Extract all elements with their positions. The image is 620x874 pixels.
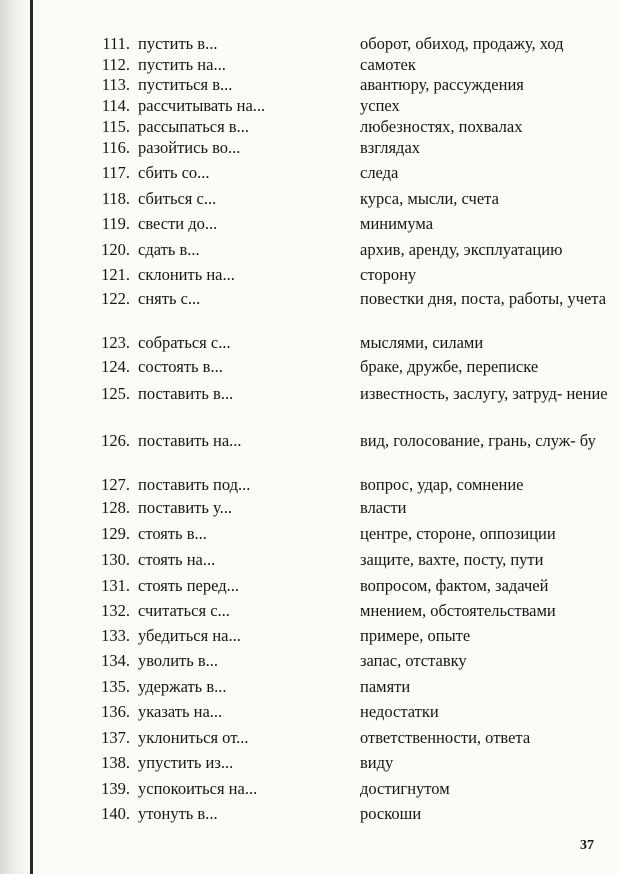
item-object: вид, голосование, грань, служ- бу: [360, 431, 596, 450]
item-object: центре, стороне, оппозиции: [360, 524, 556, 543]
item-number: 115.: [101, 117, 130, 136]
item-number: 121.: [101, 265, 130, 284]
page-number: 37: [580, 838, 594, 853]
item-number: 122.: [101, 289, 130, 308]
item-verb: убедиться на...: [138, 626, 241, 645]
item-number: 132.: [101, 601, 130, 620]
item-number: 128.: [101, 498, 130, 517]
item-object: достигнутом: [360, 779, 450, 798]
item-verb: стоять в...: [138, 524, 207, 543]
item-object: примере, опыте: [360, 626, 471, 645]
item-object: ответственности, ответа: [360, 728, 531, 747]
page-binding-shadow: [0, 0, 40, 874]
item-number: 133.: [101, 626, 130, 645]
item-object: курса, мысли, счета: [360, 189, 499, 208]
item-object: сторону: [360, 265, 417, 284]
item-number: 112.: [101, 55, 130, 74]
item-object: следа: [360, 163, 399, 182]
item-number: 134.: [101, 651, 130, 670]
item-verb: стоять на...: [138, 550, 216, 569]
item-verb: склонить на...: [138, 265, 235, 284]
item-verb: утонуть в...: [138, 804, 218, 823]
item-number: 119.: [101, 214, 130, 233]
item-object: успех: [360, 96, 400, 115]
item-number: 120.: [101, 240, 130, 259]
item-number: 117.: [101, 163, 130, 182]
item-object: авантюру, рассуждения: [360, 75, 524, 94]
item-number: 123.: [101, 333, 130, 352]
item-number: 126.: [101, 431, 130, 450]
item-number: 124.: [101, 357, 130, 376]
item-verb: сдать в...: [138, 240, 200, 259]
item-object: браке, дружбе, переписке: [360, 357, 539, 376]
item-object: минимума: [360, 214, 434, 233]
item-number: 130.: [101, 550, 130, 569]
item-number: 113.: [101, 75, 130, 94]
item-object: оборот, обиход, продажу, ход: [360, 34, 564, 53]
item-object: самотек: [360, 55, 416, 74]
item-object: власти: [360, 498, 407, 517]
item-object: памяти: [360, 677, 411, 696]
item-number: 111.: [102, 34, 130, 53]
item-verb: указать на...: [138, 702, 223, 721]
page-binding-edge: [30, 0, 33, 874]
item-object: взглядах: [360, 138, 421, 157]
item-verb: стоять перед...: [138, 576, 239, 595]
item-verb: рассчитывать на...: [138, 96, 266, 115]
item-object: известность, заслугу, затруд- нение: [360, 384, 608, 403]
item-number: 114.: [101, 96, 130, 115]
item-verb: свести до...: [138, 214, 218, 233]
item-number: 125.: [101, 384, 130, 403]
item-verb: удержать в...: [138, 677, 227, 696]
item-number: 131.: [101, 576, 130, 595]
item-verb: сбить со...: [138, 163, 210, 182]
item-verb: состоять в...: [138, 357, 223, 376]
item-object: запас, отставку: [360, 651, 467, 670]
item-object: повестки дня, поста, работы, учета: [360, 289, 607, 308]
item-verb: поставить у...: [138, 498, 233, 517]
item-verb: уволить в...: [138, 651, 219, 670]
item-number: 139.: [101, 779, 130, 798]
item-verb: поставить в...: [138, 384, 234, 403]
item-object: виду: [360, 753, 394, 772]
item-verb: собраться с...: [138, 333, 231, 352]
item-verb: рассыпаться в...: [138, 117, 249, 136]
item-number: 116.: [101, 138, 130, 157]
item-object: мыслями, силами: [360, 333, 484, 352]
item-number: 136.: [101, 702, 130, 721]
item-object: вопрос, удар, сомнение: [360, 475, 524, 494]
item-object: вопросом, фактом, задачей: [360, 576, 549, 595]
item-object: роскоши: [360, 804, 422, 823]
item-number: 118.: [101, 189, 130, 208]
item-verb: разойтись во...: [138, 138, 241, 157]
item-verb: поставить на...: [138, 431, 242, 450]
item-verb: пустить на...: [138, 55, 226, 74]
item-verb: сбиться с...: [138, 189, 217, 208]
item-verb: снять с...: [138, 289, 201, 308]
item-number: 127.: [101, 475, 130, 494]
item-object: защите, вахте, посту, пути: [360, 550, 544, 569]
item-number: 135.: [101, 677, 130, 696]
item-verb: считаться с...: [138, 601, 230, 620]
item-verb: упустить из...: [138, 753, 234, 772]
item-verb: поставить под...: [138, 475, 251, 494]
item-verb: пуститься в...: [138, 75, 233, 94]
item-number: 137.: [101, 728, 130, 747]
item-number: 138.: [101, 753, 130, 772]
item-verb: успокоиться на...: [138, 779, 258, 798]
item-number: 140.: [101, 804, 130, 823]
item-object: любезностях, похвалах: [360, 117, 523, 136]
item-object: недостатки: [360, 702, 439, 721]
item-verb: пустить в...: [138, 34, 218, 53]
item-object: архив, аренду, эксплуатацию: [360, 240, 563, 259]
item-number: 129.: [101, 524, 130, 543]
item-verb: уклониться от...: [138, 728, 249, 747]
item-object: мнением, обстоятельствами: [360, 601, 556, 620]
